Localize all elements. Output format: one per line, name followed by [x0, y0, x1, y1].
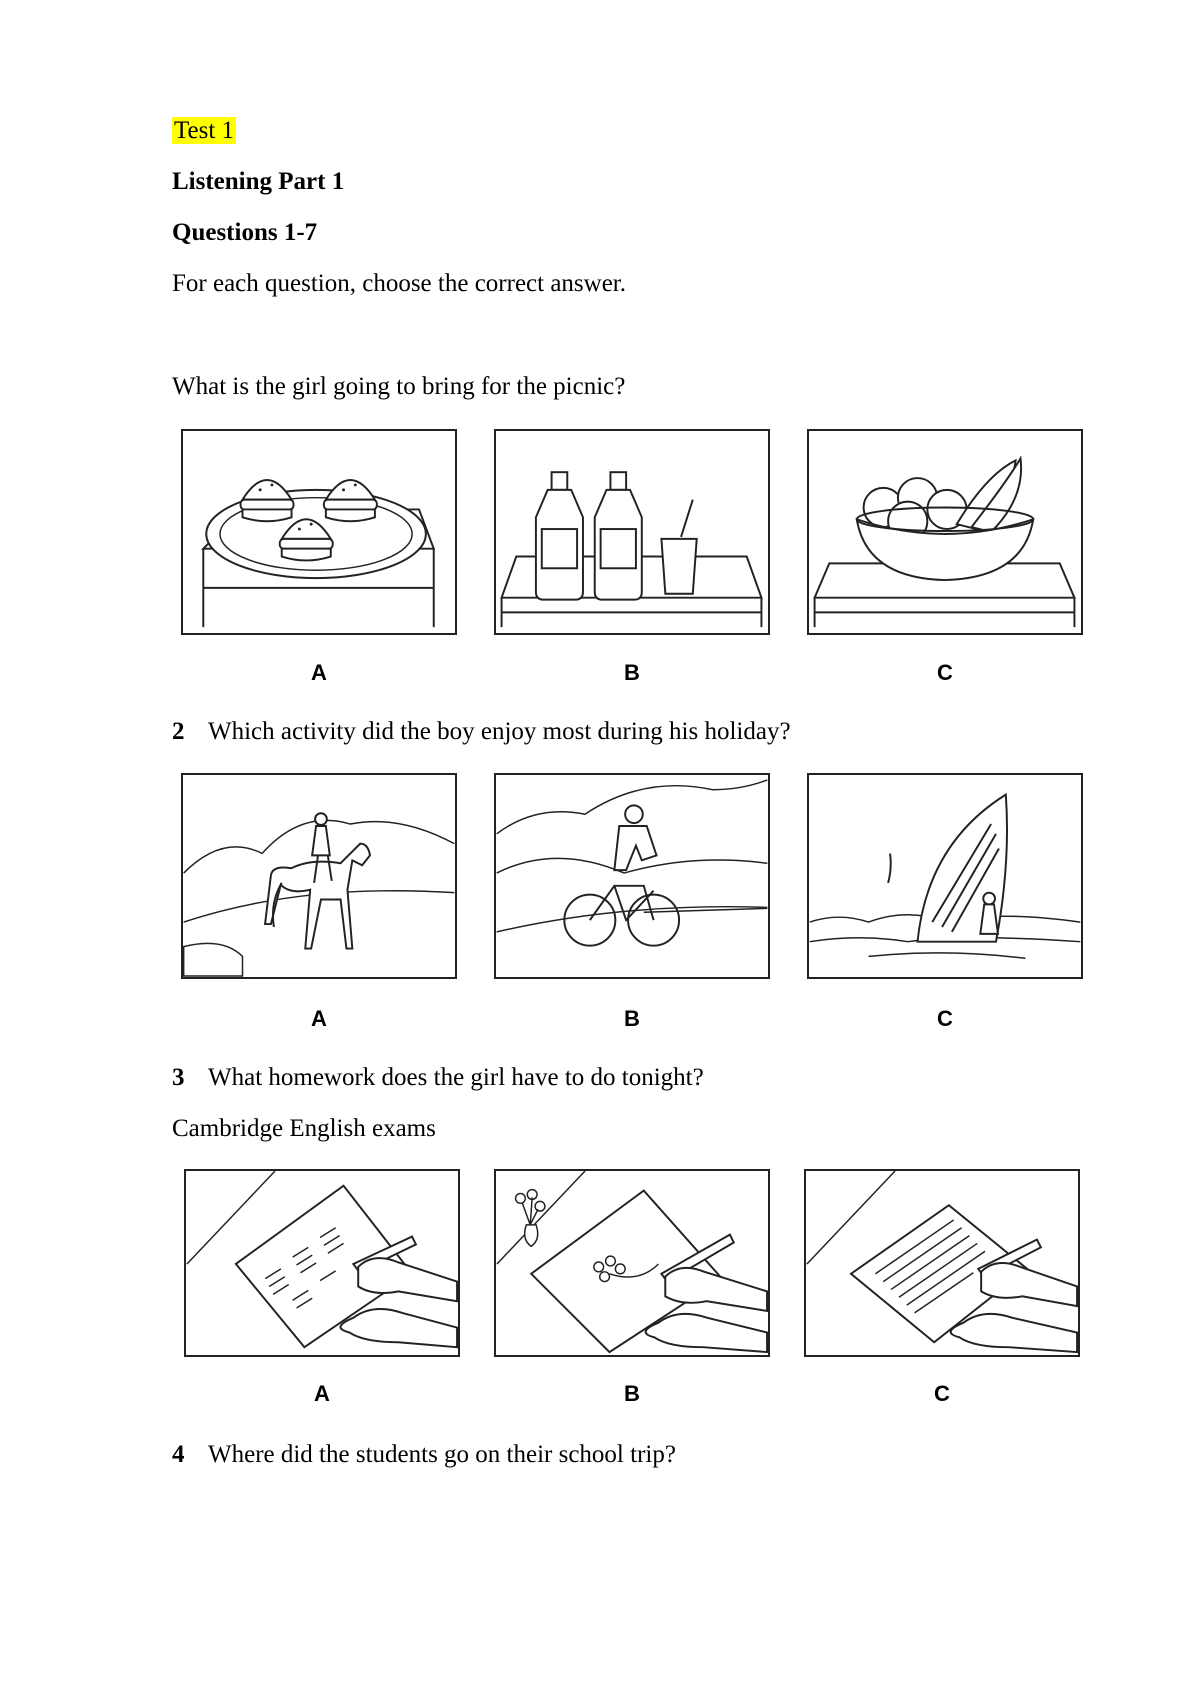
part-title: Listening Part 1	[172, 168, 345, 195]
option-3a-label: A	[314, 1381, 330, 1406]
option-1a-label: A	[311, 660, 327, 685]
question-4-text	[172, 1440, 676, 1470]
question-3-prompt: What homework does the girl have to do tonight?	[208, 1064, 704, 1091]
option-2a-label: A	[311, 1006, 327, 1031]
option-2a-picture[interactable]	[181, 773, 457, 979]
question-3-note: Cambridge English exams	[172, 1115, 436, 1142]
option-2b-label: B	[624, 1006, 640, 1031]
fruit-bowl-icon	[809, 431, 1081, 633]
question-1-text: What is the girl going to bring for the picnic?	[172, 373, 626, 400]
horse-riding-icon	[183, 775, 455, 977]
option-2c-picture[interactable]	[807, 773, 1083, 979]
writing-homework-icon	[806, 1171, 1078, 1355]
questions-range: Questions 1-7	[172, 219, 318, 246]
windsurfing-icon	[809, 775, 1081, 977]
option-2b-picture[interactable]	[494, 773, 770, 979]
question-4-prompt: Where did the students go on their school trip?	[208, 1441, 676, 1468]
option-1c-label: C	[937, 660, 953, 685]
question-2-prompt: Which activity did the boy enjoy most during his holiday?	[208, 718, 791, 745]
question-4-number: 4	[172, 1441, 185, 1468]
option-3a-picture[interactable]	[184, 1169, 460, 1357]
question-2-number: 2	[172, 718, 185, 745]
drinks-bottles-icon	[496, 431, 768, 633]
maths-homework-icon	[186, 1171, 458, 1355]
option-1b-picture[interactable]	[494, 429, 770, 635]
drawing-homework-icon	[496, 1171, 768, 1355]
option-1a-picture[interactable]	[181, 429, 457, 635]
cycling-icon	[496, 775, 768, 977]
burgers-plate-icon	[183, 431, 455, 633]
question-3-number: 3	[172, 1064, 185, 1091]
option-3c-picture[interactable]	[804, 1169, 1080, 1357]
option-2c-label: C	[937, 1006, 953, 1031]
question-2-text	[172, 717, 791, 747]
option-1b-label: B	[624, 660, 640, 685]
test-label: Test 1	[174, 117, 235, 144]
question-3-text	[172, 1063, 704, 1093]
option-3b-label: B	[624, 1381, 640, 1406]
option-3c-label: C	[934, 1381, 950, 1406]
option-3b-picture[interactable]	[494, 1169, 770, 1357]
option-1c-picture[interactable]	[807, 429, 1083, 635]
instruction-text: For each question, choose the correct answer.	[172, 270, 627, 297]
